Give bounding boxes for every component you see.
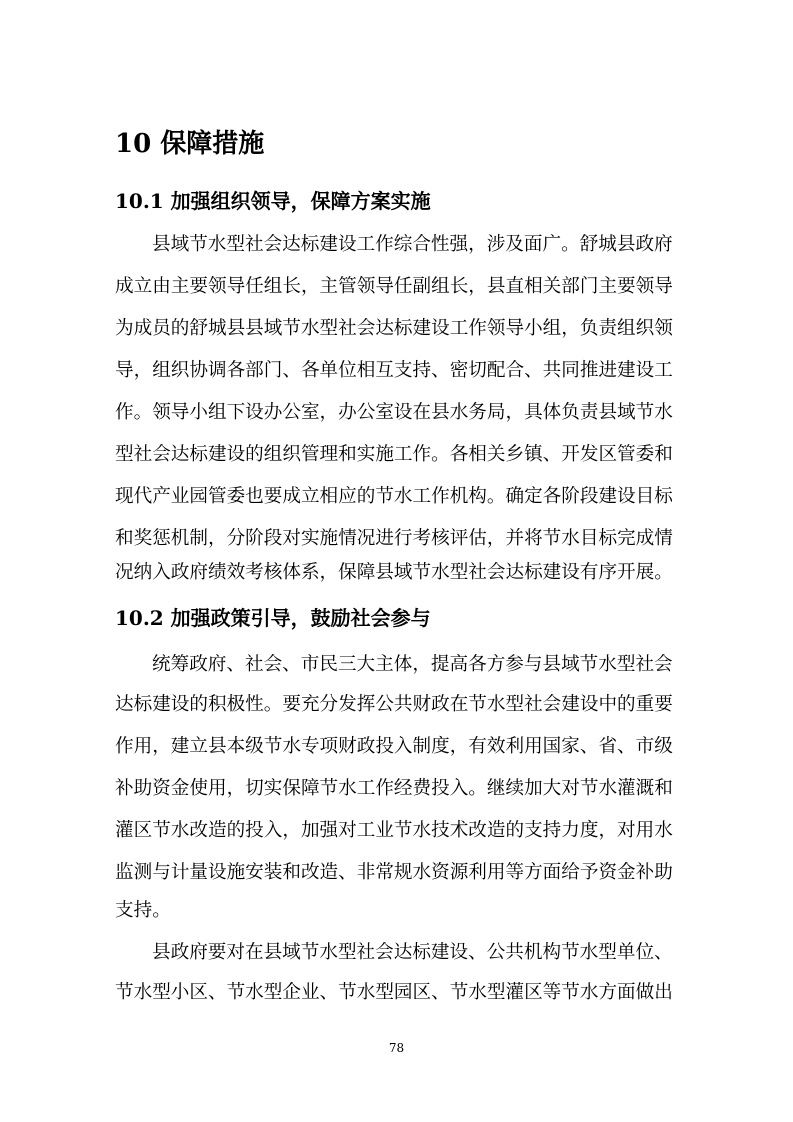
paragraph-line: 现代产业园管委也要成立相应的节水工作机构。确定各阶段建设目标 bbox=[115, 486, 673, 507]
paragraph-line: 县政府要对在县域节水型社会达标建设、公共机构节水型单位、 bbox=[152, 942, 673, 963]
paragraph-line: 型社会达标建设的组织管理和实施工作。各相关乡镇、开发区管委和 bbox=[115, 444, 673, 465]
paragraph-line: 作。领导小组下设办公室，办公室设在县水务局，具体负责县域节水 bbox=[115, 402, 673, 423]
paragraph-line: 导，组织协调各部门、各单位相互支持、密切配合、共同推进建设工 bbox=[115, 360, 673, 381]
paragraph-line: 灌区节水改造的投入，加强对工业节水技术改造的支持力度，对用水 bbox=[115, 820, 673, 841]
subsection-1-title: 10.1 加强组织领导，保障方案实施 bbox=[115, 189, 431, 213]
page-number: 78 bbox=[388, 1041, 405, 1055]
paragraph-line: 补助资金使用，切实保障节水工作经费投入。继续加大对节水灌溉和 bbox=[115, 778, 673, 799]
paragraph-line: 为成员的舒城县县域节水型社会达标建设工作领导小组，负责组织领 bbox=[115, 318, 673, 339]
paragraph-line: 况纳入政府绩效考核体系，保障县域节水型社会达标建设有序开展。 bbox=[115, 562, 673, 583]
paragraph-line: 成立由主要领导任组长，主管领导任副组长，县直相关部门主要领导 bbox=[115, 276, 673, 297]
paragraph-line: 和奖惩机制，分阶段对实施情况进行考核评估，并将节水目标完成情 bbox=[115, 528, 673, 549]
paragraph-line: 县域节水型社会达标建设工作综合性强，涉及面广。舒城县政府 bbox=[152, 234, 673, 255]
subsection-2-title: 10.2 加强政策引导，鼓励社会参与 bbox=[115, 606, 431, 630]
section-title: 10 保障措施 bbox=[115, 129, 265, 159]
paragraph-line: 达标建设的积极性。要充分发挥公共财政在节水型社会建设中的重要 bbox=[115, 694, 673, 715]
paragraph-line: 作用，建立县本级节水专项财政投入制度，有效利用国家、省、市级 bbox=[115, 736, 673, 757]
paragraph-line: 支持。 bbox=[115, 900, 171, 921]
paragraph-line: 监测与计量设施安装和改造、非常规水资源利用等方面给予资金补助 bbox=[115, 862, 673, 883]
paragraph-line: 统筹政府、社会、市民三大主体，提高各方参与县域节水型社会 bbox=[152, 654, 673, 675]
paragraph-line: 节水型小区、节水型企业、节水型园区、节水型灌区等节水方面做出 bbox=[115, 982, 673, 1003]
